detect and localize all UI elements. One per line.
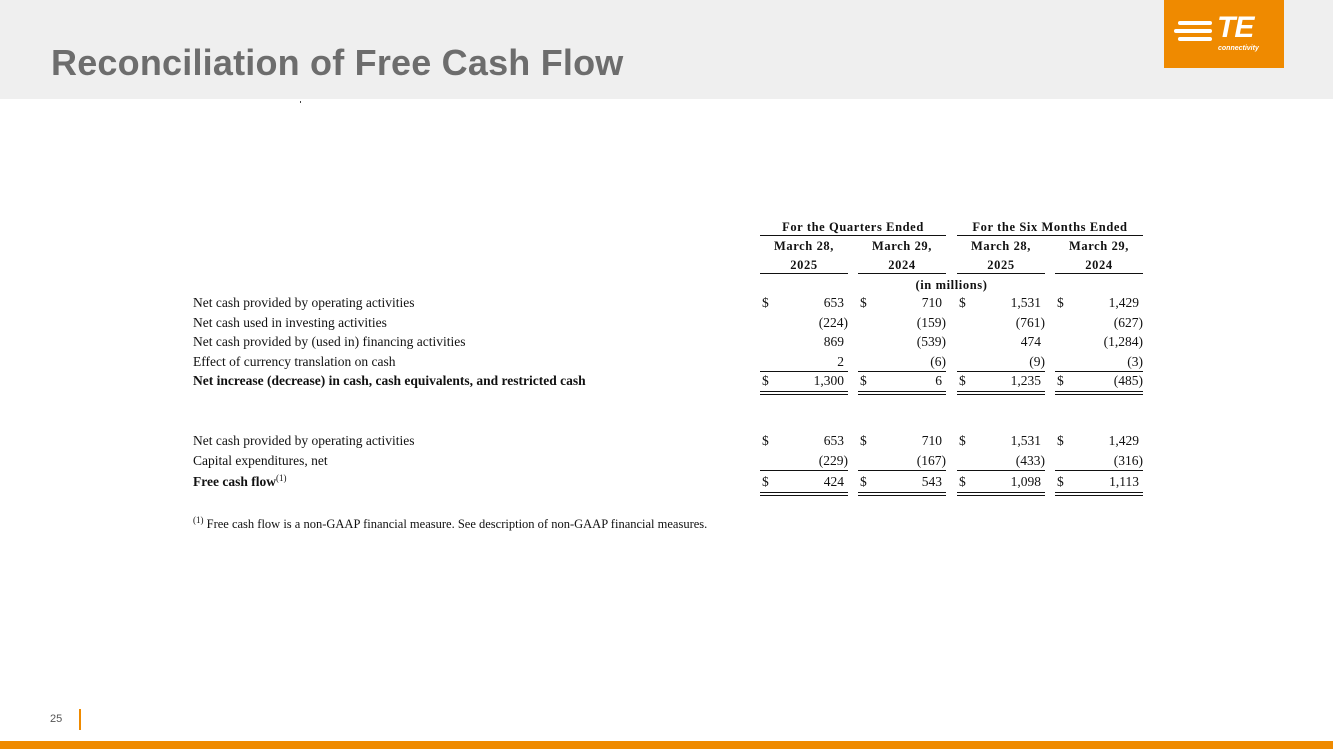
total-double-rule <box>760 495 848 496</box>
cell-value: (229) <box>818 452 848 468</box>
row-label <box>193 315 387 331</box>
row-label-text: Net cash provided by operating activities <box>193 295 415 310</box>
cell-value: (627) <box>1113 314 1143 330</box>
row-label-text: Net cash used in investing activities <box>193 314 387 330</box>
subtotal-rule <box>1055 470 1143 471</box>
logo-subtext: connectivity <box>1218 45 1259 52</box>
cell-value: (485) <box>1113 373 1143 388</box>
dollar-sign: $ <box>1057 433 1064 448</box>
cell-value: (159) <box>916 314 946 330</box>
total-double-rule <box>858 492 946 493</box>
header-rule <box>957 273 1045 274</box>
cell-value: 474 <box>1020 334 1041 349</box>
cell-value: 543 <box>921 474 942 489</box>
dollar-sign: $ <box>959 373 966 388</box>
total-double-rule <box>858 391 946 392</box>
cell-value: 710 <box>921 295 942 310</box>
total-double-rule <box>858 394 946 395</box>
total-double-rule <box>760 492 848 493</box>
row-label <box>193 433 415 449</box>
total-double-rule <box>858 495 946 496</box>
cell-value: (1,284) <box>1103 334 1143 349</box>
dollar-sign: $ <box>762 373 769 388</box>
footnote-text: Free cash flow is a non-GAAP financial measure. See description of non-GAAP financial measures. <box>203 517 708 531</box>
dollar-sign: $ <box>762 433 769 448</box>
total-double-rule <box>957 394 1045 395</box>
total-double-rule <box>957 492 1045 493</box>
header-rule <box>1055 273 1143 274</box>
cell-value: 1,113 <box>1109 474 1139 489</box>
cell-value: 424 <box>823 474 844 489</box>
row-label <box>193 354 396 370</box>
subtotal-rule <box>760 470 848 471</box>
cell-value: 653 <box>823 295 844 310</box>
page-title: Reconciliation of Free Cash Flow <box>51 42 624 83</box>
dollar-sign: $ <box>860 373 867 388</box>
row-label <box>193 295 415 311</box>
subtotal-rule <box>957 470 1045 471</box>
dollar-sign: $ <box>762 295 769 310</box>
cell-value: 710 <box>921 433 942 448</box>
cell-value: 1,531 <box>1010 433 1041 448</box>
page-number: 25 <box>50 713 63 725</box>
cell-value: 653 <box>823 433 844 448</box>
cell-value: (6) <box>930 353 946 369</box>
group-header-six-months: For the Six Months Ended <box>972 220 1128 234</box>
footnote-marker: (1) <box>193 515 204 525</box>
cell-value: (433) <box>1015 452 1045 468</box>
header-rule <box>858 273 946 274</box>
column-header-year: 2025 <box>790 258 818 272</box>
subtotal-rule <box>858 470 946 471</box>
row-label <box>193 373 586 389</box>
dollar-sign: $ <box>762 474 769 489</box>
dollar-sign: $ <box>860 295 867 310</box>
row-label <box>193 453 328 469</box>
subtotal-rule <box>957 371 1045 372</box>
row-label-text: Net cash provided by (used in) financing activities <box>193 334 466 349</box>
header-rule <box>957 235 1143 236</box>
total-double-rule <box>1055 394 1143 395</box>
column-header-year: 2024 <box>1085 258 1113 272</box>
cell-value: 869 <box>823 334 844 349</box>
total-double-rule <box>1055 492 1143 493</box>
cell-value: 1,531 <box>1010 295 1041 310</box>
dollar-sign: $ <box>1057 474 1064 489</box>
dollar-sign: $ <box>959 433 966 448</box>
bottom-accent-bar <box>0 741 1333 749</box>
cell-value: 1,098 <box>1010 474 1041 489</box>
total-double-rule <box>760 394 848 395</box>
column-header-date: March 28, <box>773 239 835 253</box>
row-label-text: Capital expenditures, net <box>193 452 328 468</box>
total-double-rule <box>1055 495 1143 496</box>
group-header-quarters: For the Quarters Ended <box>782 220 924 234</box>
units-label: (in millions) <box>915 278 988 292</box>
dollar-sign: $ <box>1057 295 1064 310</box>
cell-value: 1,429 <box>1108 433 1139 448</box>
row-label-text: Net increase (decrease) in cash, cash equivalents, and restricted cash <box>193 373 586 388</box>
cell-value: 2 <box>837 353 844 369</box>
dollar-sign: $ <box>860 433 867 448</box>
column-header-year: 2024 <box>888 258 916 272</box>
dollar-sign: $ <box>1057 373 1064 388</box>
column-header-date: March 29, <box>871 239 933 253</box>
cell-value: (761) <box>1015 314 1045 330</box>
subtotal-rule <box>858 371 946 372</box>
cell-value: (539) <box>916 334 946 349</box>
column-header-year: 2025 <box>987 258 1015 272</box>
logo-wordmark: TE <box>1217 11 1254 44</box>
row-label <box>193 474 286 490</box>
cell-value: 1,300 <box>813 373 844 388</box>
footnote <box>193 517 707 532</box>
cell-value: (167) <box>916 452 946 468</box>
total-double-rule <box>760 391 848 392</box>
cell-value: (316) <box>1113 452 1143 468</box>
row-label-text: Net cash provided by operating activities <box>193 433 415 448</box>
header-rule <box>760 273 848 274</box>
subtotal-rule <box>1055 371 1143 372</box>
total-double-rule <box>957 495 1045 496</box>
row-label-text: Free cash flow <box>193 474 276 489</box>
cell-value: (9) <box>1029 353 1045 369</box>
row-label <box>193 334 466 350</box>
column-header-date: March 29, <box>1068 239 1130 253</box>
total-double-rule <box>1055 391 1143 392</box>
subtotal-rule <box>760 371 848 372</box>
column-header-date: March 28, <box>970 239 1032 253</box>
footnote-ref: (1) <box>275 473 287 483</box>
dollar-sign: $ <box>860 474 867 489</box>
dollar-sign: $ <box>959 474 966 489</box>
header-rule <box>760 235 946 236</box>
page-number-divider <box>79 709 81 730</box>
cell-value: 1,429 <box>1108 295 1139 310</box>
cell-value: 1,235 <box>1010 373 1041 388</box>
cell-value: 6 <box>935 373 942 388</box>
dollar-sign: $ <box>959 295 966 310</box>
cell-value: (3) <box>1127 353 1143 369</box>
total-double-rule <box>957 391 1045 392</box>
row-label-text: Effect of currency translation on cash <box>193 353 396 369</box>
cell-value: (224) <box>818 314 848 330</box>
